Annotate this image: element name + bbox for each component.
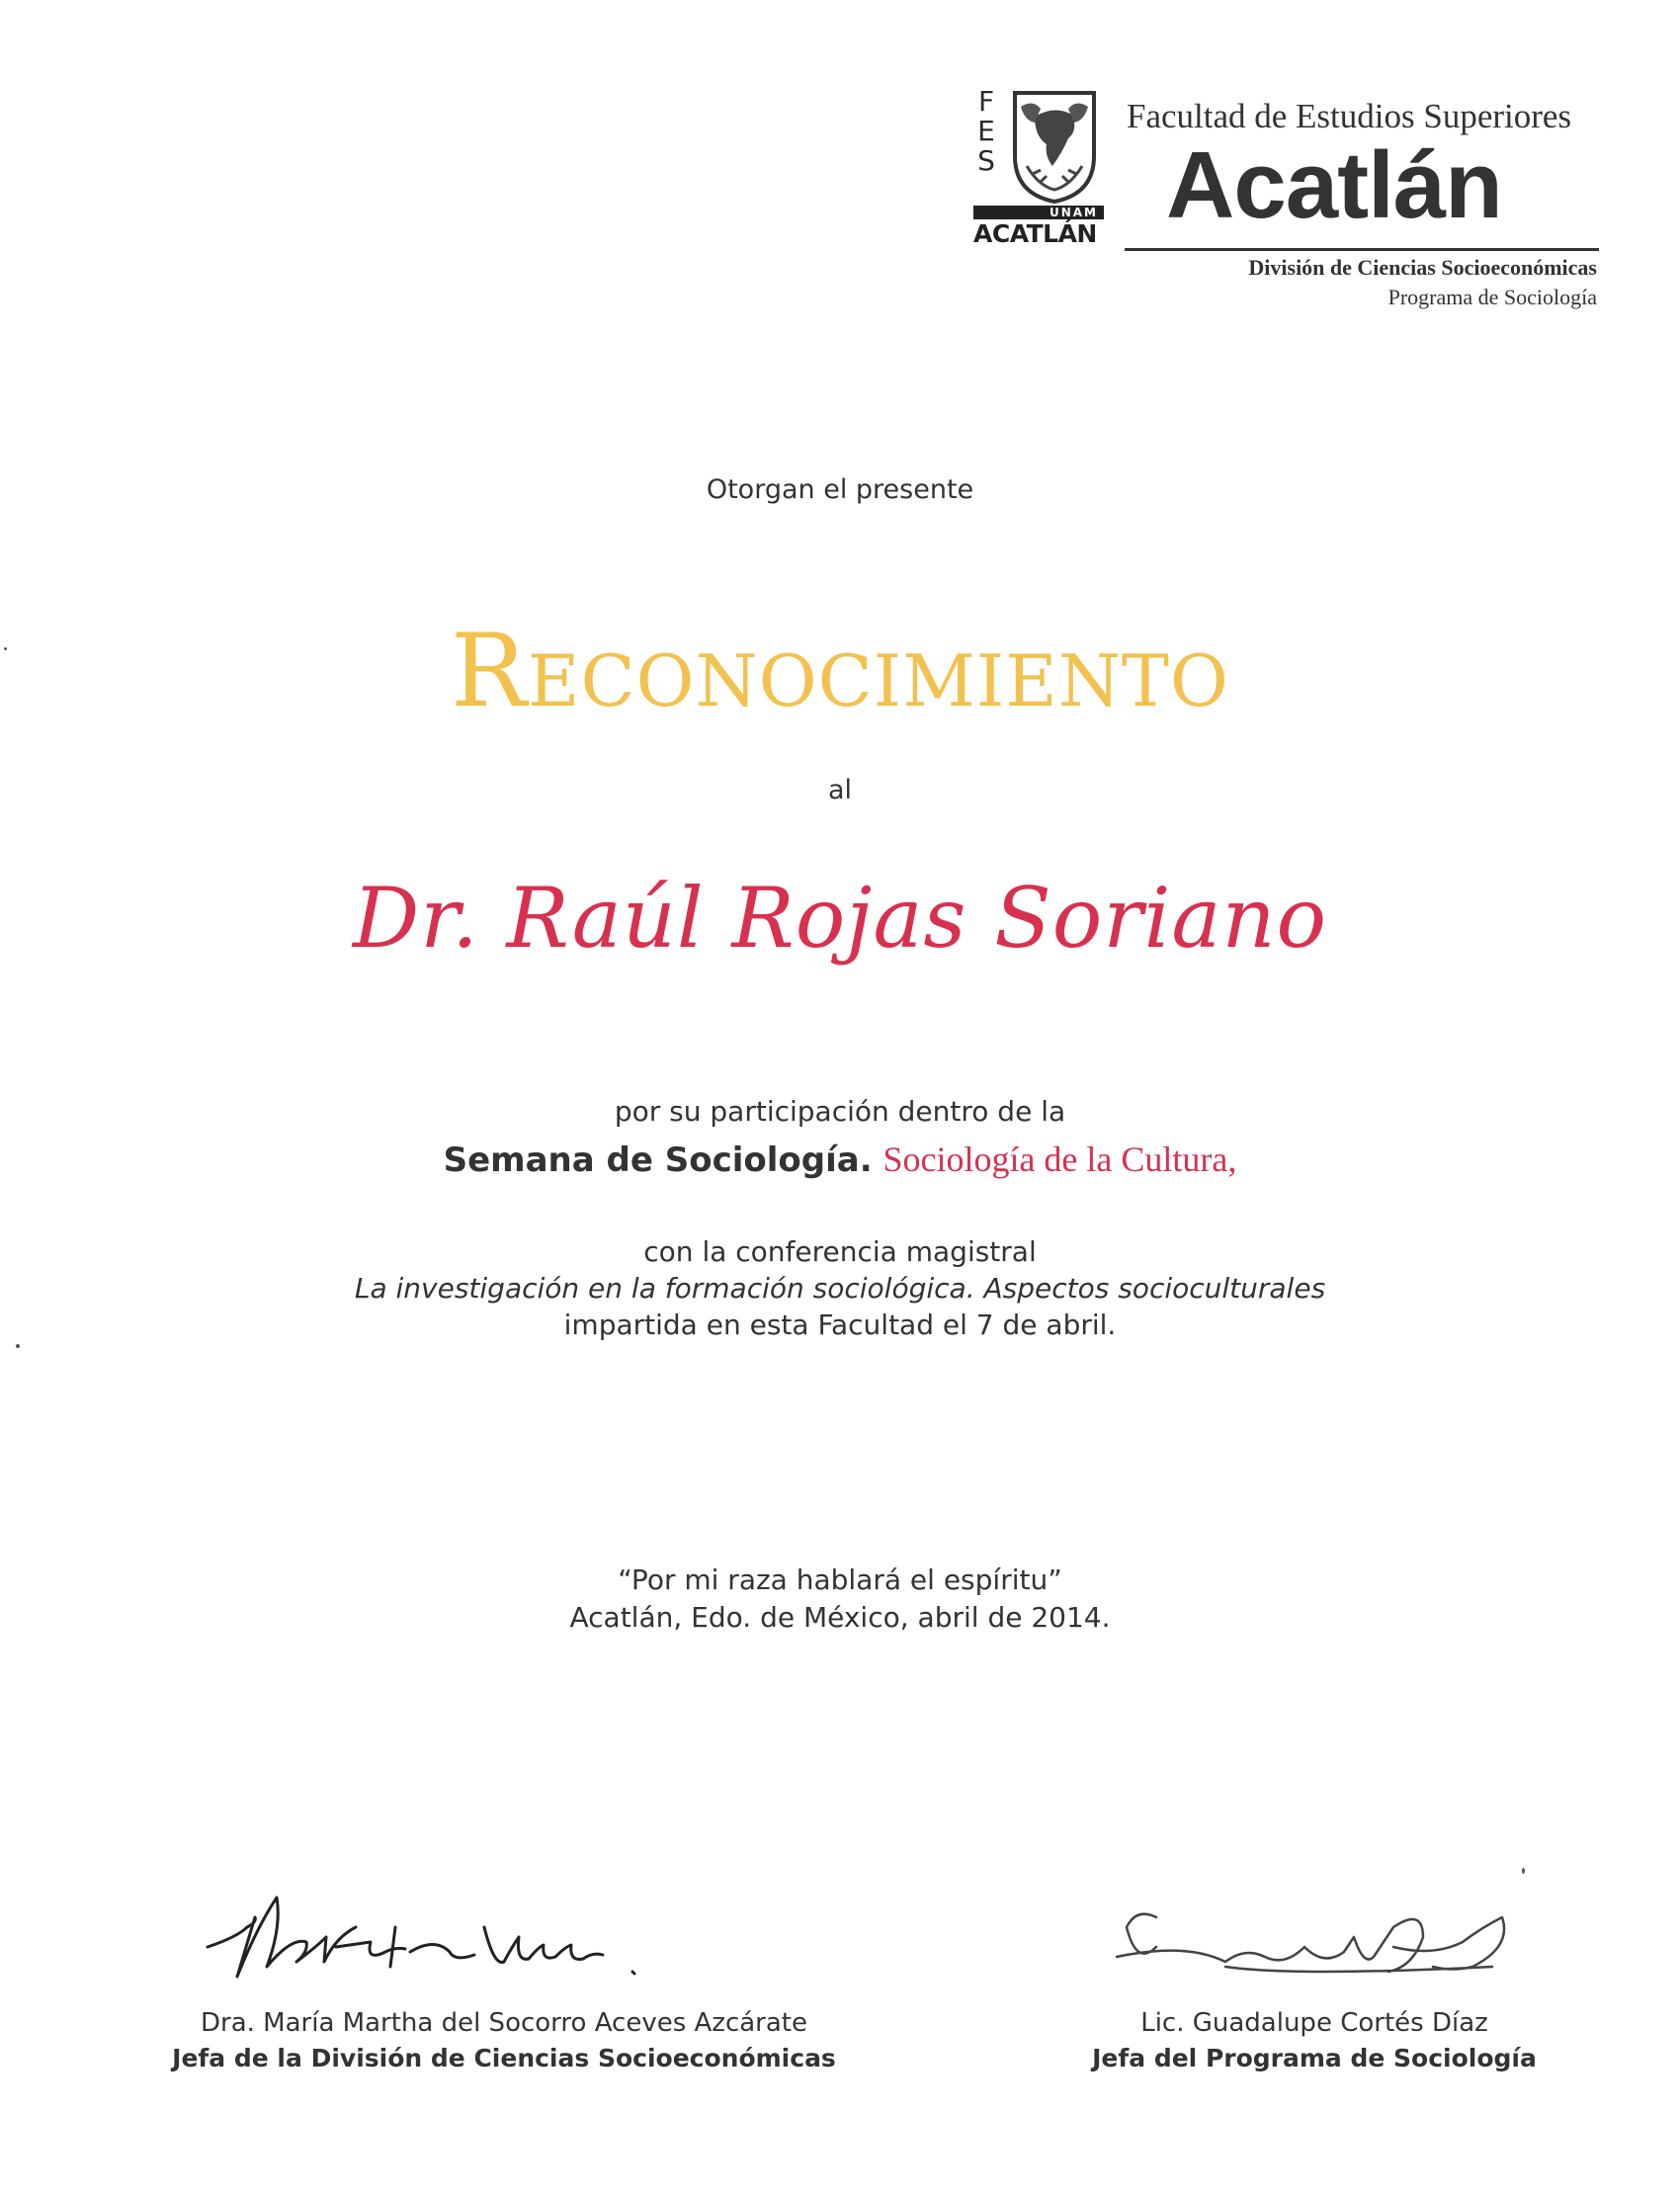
logo-acatlan-text: ACATLÁN (973, 219, 1097, 248)
event-name: Semana de Sociología. (443, 1140, 873, 1180)
signer-1-name: Dra. María Martha del Socorro Aceves Azcárate (201, 2008, 807, 2038)
scan-speck (4, 647, 7, 650)
campus-name: Acatlán (1166, 132, 1502, 238)
scan-speck (16, 1344, 20, 1348)
logo-unam-bar: UNAM (973, 206, 1104, 219)
logo-fes-letters (973, 87, 999, 176)
programa-name: Programa de Sociología (1387, 285, 1597, 309)
logo-letter-e: E (977, 115, 995, 147)
conference-date: impartida en esta Facultad el 7 de abril. (563, 1309, 1117, 1341)
conference-title: La investigación en la formación sociológica. Aspectos socioculturales (354, 1272, 1326, 1305)
signature-2-icon (1097, 1888, 1532, 1996)
signer-2-name: Lic. Guadalupe Cortés Díaz (1140, 2008, 1488, 2038)
title-rest: ECONOCIMIENTO (527, 639, 1229, 722)
participation-text: por su participación dentro de la (614, 1095, 1066, 1128)
certificate-title (0, 613, 1680, 730)
signer-1-role: Jefa de la División de Ciencias Socioeconómicas (172, 2044, 836, 2072)
title-initial: R (451, 613, 528, 730)
event-theme: Sociología de la Cultura, (882, 1140, 1237, 1179)
place-date: Acatlán, Edo. de México, abril de 2014. (569, 1601, 1111, 1634)
scan-speck (1522, 1868, 1525, 1874)
al-text: al (827, 775, 853, 805)
signature-1-icon (198, 1868, 652, 1996)
motto: “Por mi raza hablará el espíritu” (618, 1563, 1062, 1596)
recipient-name: Dr. Raúl Rojas Soriano (352, 870, 1328, 967)
header-divider (1125, 248, 1599, 251)
fes-acatlan-logo (973, 87, 1112, 247)
logo-letter-s: S (977, 144, 995, 177)
facultad-name: Facultad de Estudios Superiores (1127, 97, 1572, 135)
logo-letter-f: F (977, 85, 995, 118)
unam-seal-icon (1005, 87, 1104, 204)
division-name: División de Ciencias Socioeconómicas (1248, 255, 1597, 280)
event-line (0, 1139, 1680, 1180)
conference-intro: con la conferencia magistral (643, 1235, 1037, 1268)
otorgan-text: Otorgan el presente (706, 474, 974, 505)
signer-2-role: Jefa del Programa de Sociología (1092, 2044, 1537, 2072)
